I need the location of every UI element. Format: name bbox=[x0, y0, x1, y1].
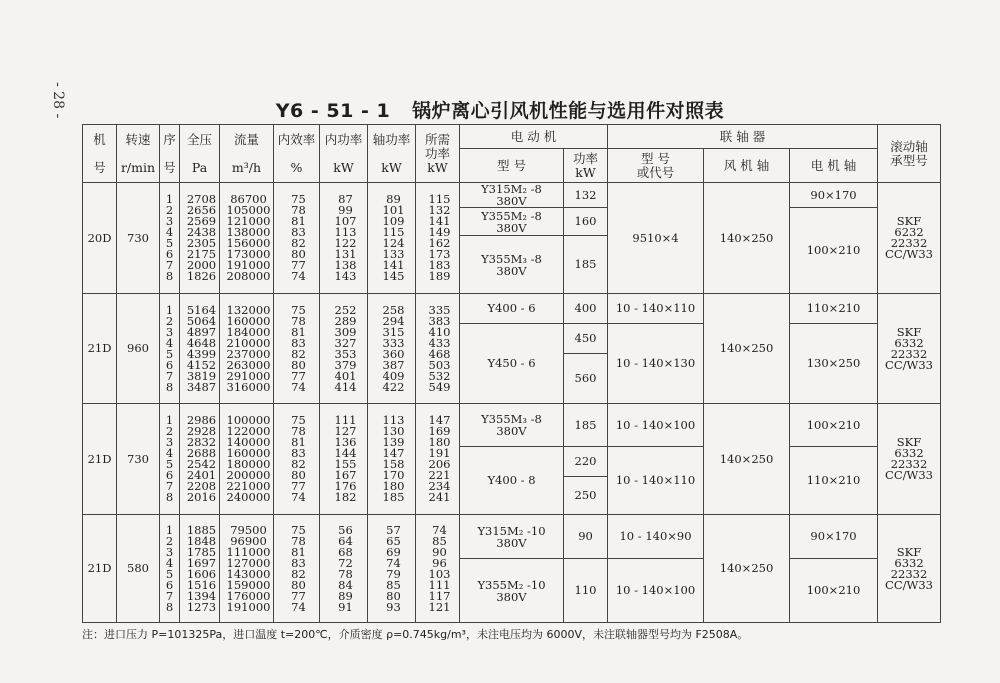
flow-values: 86700 105000 121000 138000 156000 173000 191000 208000 bbox=[220, 183, 274, 294]
header-pressure: 全压 Pa bbox=[180, 125, 220, 183]
required-power-values: 74 85 90 96 103 111 117 121 bbox=[416, 515, 460, 623]
inner-power-values: 87 99 107 113 122 131 138 143 bbox=[320, 183, 368, 294]
flow-values: 132000 160000 184000 210000 237000 263000 291000 316000 bbox=[220, 294, 274, 404]
motor-type: Y355M₂ -8 380V bbox=[460, 208, 564, 236]
bearing-model: SKF 6332 22332 CC/W33 bbox=[878, 404, 941, 515]
required-power-values: 335 383 410 433 468 503 532 549 bbox=[416, 294, 460, 404]
title-code: Y6 - 51 - 1 bbox=[275, 100, 391, 122]
pressure-values: 1885 1848 1785 1697 1606 1516 1394 1273 bbox=[180, 515, 220, 623]
shaft-power-values: 113 130 139 147 158 170 180 185 bbox=[368, 404, 416, 515]
pressure-values: 2708 2656 2569 2438 2305 2175 2000 1826 bbox=[180, 183, 220, 294]
coupling-model: 10 - 140×110 bbox=[608, 447, 704, 515]
motor-power: 90 bbox=[564, 515, 608, 559]
motor-type: Y355M₂ -10 380V bbox=[460, 559, 564, 623]
flow-values: 100000 122000 140000 160000 180000 200000 221000 240000 bbox=[220, 404, 274, 515]
header-flow: 流量 m³/h bbox=[220, 125, 274, 183]
page-title bbox=[0, 96, 1000, 123]
motor-shaft: 100×210 bbox=[790, 208, 878, 294]
inner-power-values: 56 64 68 72 78 84 89 91 bbox=[320, 515, 368, 623]
coupling-model: 10 - 140×100 bbox=[608, 559, 704, 623]
motor-shaft: 130×250 bbox=[790, 324, 878, 404]
motor-shaft: 100×210 bbox=[790, 559, 878, 623]
motor-power: 185 bbox=[564, 404, 608, 447]
motor-power: 110 bbox=[564, 559, 608, 623]
header-speed: 转速 r/min bbox=[117, 125, 160, 183]
efficiency-values: 75 78 81 83 82 80 77 74 bbox=[274, 515, 320, 623]
coupling-model: 10 - 140×110 bbox=[608, 294, 704, 324]
motor-power: 250 bbox=[564, 477, 608, 515]
motor-power: 185 bbox=[564, 236, 608, 294]
coupling-model: 10 - 140×90 bbox=[608, 515, 704, 559]
motor-shaft: 90×170 bbox=[790, 515, 878, 559]
performance-table bbox=[82, 124, 941, 623]
flow-values: 79500 96900 111000 127000 143000 159000 176000 191000 bbox=[220, 515, 274, 623]
efficiency-values: 75 78 81 83 82 80 77 74 bbox=[274, 294, 320, 404]
required-power-values: 115 132 141 149 162 173 183 189 bbox=[416, 183, 460, 294]
motor-power: 132 bbox=[564, 183, 608, 208]
motor-type: Y315M₂ -10 380V bbox=[460, 515, 564, 559]
motor-type: Y400 - 6 bbox=[460, 294, 564, 324]
motor-type: Y355M₃ -8 380V bbox=[460, 404, 564, 447]
fan-shaft: 140×250 bbox=[704, 294, 790, 404]
fan-no: 21D bbox=[83, 404, 117, 515]
required-power-values: 147 169 180 191 206 221 234 241 bbox=[416, 404, 460, 515]
header-motor-power: 功率 kW bbox=[564, 149, 608, 183]
motor-power: 220 bbox=[564, 447, 608, 477]
motor-type: Y355M₃ -8 380V bbox=[460, 236, 564, 294]
motor-type: Y400 - 8 bbox=[460, 447, 564, 515]
efficiency-values: 75 78 81 83 82 80 77 74 bbox=[274, 404, 320, 515]
header-seq: 序 号 bbox=[160, 125, 180, 183]
header-bearing: 滚动轴 承型号 bbox=[878, 125, 941, 183]
motor-power: 400 bbox=[564, 294, 608, 324]
fan-shaft: 140×250 bbox=[704, 183, 790, 294]
motor-type: Y450 - 6 bbox=[460, 324, 564, 404]
header-fan-no: 机 号 bbox=[83, 125, 117, 183]
inner-power-values: 252 289 309 327 353 379 401 414 bbox=[320, 294, 368, 404]
footnote: 注：进口压力 P=101325Pa，进口温度 t=200℃，介质密度 ρ=0.745kg/m³，未注电压均为 6000V，未注联轴器型号均为 F2508A。 bbox=[82, 628, 749, 641]
motor-shaft: 110×210 bbox=[790, 447, 878, 515]
group-row bbox=[83, 404, 941, 447]
motor-shaft: 100×210 bbox=[790, 404, 878, 447]
speed: 730 bbox=[117, 404, 160, 515]
coupling-model: 9510×4 bbox=[608, 183, 704, 294]
header-inner-power: 内功率 kW bbox=[320, 125, 368, 183]
bearing-model: SKF 6332 22332 CC/W33 bbox=[878, 294, 941, 404]
fan-no: 21D bbox=[83, 294, 117, 404]
seq-values: 1 2 3 4 5 6 7 8 bbox=[160, 515, 180, 623]
coupling-model: 10 - 140×100 bbox=[608, 404, 704, 447]
fan-no: 21D bbox=[83, 515, 117, 623]
shaft-power-values: 57 65 69 74 79 85 80 93 bbox=[368, 515, 416, 623]
shaft-power-values: 89 101 109 115 124 133 141 145 bbox=[368, 183, 416, 294]
header-motor: 电 动 机 bbox=[460, 125, 608, 149]
motor-shaft: 90×170 bbox=[790, 183, 878, 208]
efficiency-values: 75 78 81 83 82 80 77 74 bbox=[274, 183, 320, 294]
shaft-power-values: 258 294 315 333 360 387 409 422 bbox=[368, 294, 416, 404]
speed: 580 bbox=[117, 515, 160, 623]
motor-power: 560 bbox=[564, 354, 608, 404]
motor-type: Y315M₂ -8 380V bbox=[460, 183, 564, 208]
header-required-power: 所需 功率 kW bbox=[416, 125, 460, 183]
pressure-values: 5164 5064 4897 4648 4399 4152 3819 3487 bbox=[180, 294, 220, 404]
speed: 960 bbox=[117, 294, 160, 404]
seq-values: 1 2 3 4 5 6 7 8 bbox=[160, 294, 180, 404]
seq-values: 1 2 3 4 5 6 7 8 bbox=[160, 183, 180, 294]
header-shaft-power: 轴功率 kW bbox=[368, 125, 416, 183]
inner-power-values: 111 127 136 144 155 167 176 182 bbox=[320, 404, 368, 515]
header-motor-shaft: 电 机 轴 bbox=[790, 149, 878, 183]
group-row bbox=[83, 294, 941, 324]
motor-shaft: 110×210 bbox=[790, 294, 878, 324]
bearing-model: SKF 6232 22332 CC/W33 bbox=[878, 183, 941, 294]
group-row bbox=[83, 515, 941, 559]
header-coupling-model: 型 号 或代号 bbox=[608, 149, 704, 183]
coupling-model: 10 - 140×130 bbox=[608, 324, 704, 404]
fan-shaft: 140×250 bbox=[704, 404, 790, 515]
header-coupling: 联 轴 器 bbox=[608, 125, 878, 149]
group-row bbox=[83, 183, 941, 208]
fan-shaft: 140×250 bbox=[704, 515, 790, 623]
header-fan-shaft: 风 机 轴 bbox=[704, 149, 790, 183]
seq-values: 1 2 3 4 5 6 7 8 bbox=[160, 404, 180, 515]
header-row-1 bbox=[83, 125, 941, 149]
page-number: - 28 - bbox=[50, 82, 66, 119]
motor-power: 160 bbox=[564, 208, 608, 236]
header-efficiency: 内效率 % bbox=[274, 125, 320, 183]
bearing-model: SKF 6332 22332 CC/W33 bbox=[878, 515, 941, 623]
header-motor-type: 型 号 bbox=[460, 149, 564, 183]
speed: 730 bbox=[117, 183, 160, 294]
title-text: 锅炉离心引风机性能与选用件对照表 bbox=[412, 100, 725, 122]
motor-power: 450 bbox=[564, 324, 608, 354]
fan-no: 20D bbox=[83, 183, 117, 294]
pressure-values: 2986 2928 2832 2688 2542 2401 2208 2016 bbox=[180, 404, 220, 515]
